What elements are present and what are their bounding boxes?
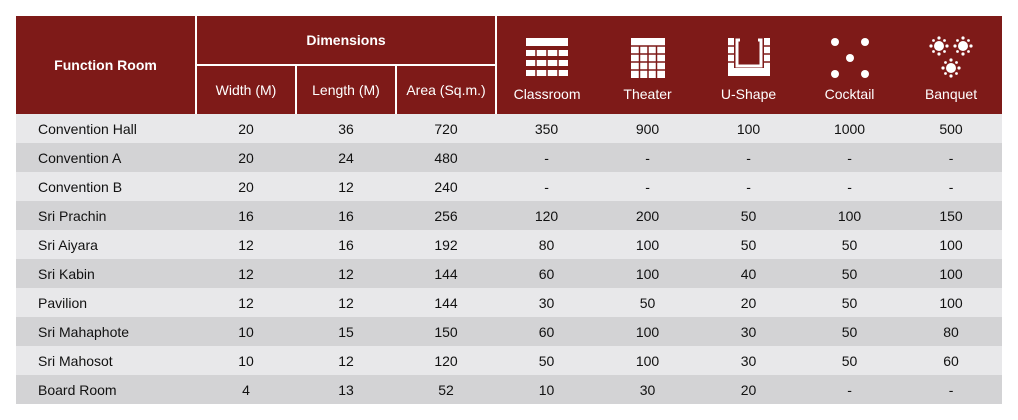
theater-cell: 100: [597, 317, 698, 346]
classroom-cell: -: [496, 172, 597, 201]
banquet-cell: 100: [900, 230, 1002, 259]
length-cell: 36: [296, 114, 396, 143]
u-shape-cell: 40: [698, 259, 799, 288]
area-cell: 256: [396, 201, 496, 230]
cocktail-cell: -: [799, 143, 900, 172]
banquet-label: Banquet: [924, 86, 978, 102]
width-cell: 10: [196, 346, 296, 375]
cocktail-cell: -: [799, 172, 900, 201]
theater-label: Theater: [623, 86, 672, 102]
room-name: Convention Hall: [16, 114, 196, 143]
function-room-table-container: [16, 16, 1002, 404]
classroom-cell: 80: [496, 230, 597, 259]
width-cell: 20: [196, 114, 296, 143]
cocktail-label: Cocktail: [824, 86, 875, 102]
classroom-cell: 60: [496, 259, 597, 288]
table-row: [16, 114, 1002, 143]
cocktail-cell: 50: [799, 346, 900, 375]
u-shape-cell: -: [698, 143, 799, 172]
cocktail-header: [799, 16, 900, 114]
theater-cell: 100: [597, 259, 698, 288]
width-cell: 4: [196, 375, 296, 404]
width-cell: 12: [196, 259, 296, 288]
cocktail-icon: [799, 36, 900, 80]
theater-cell: 100: [597, 230, 698, 259]
cocktail-cell: 50: [799, 230, 900, 259]
width-cell: 20: [196, 143, 296, 172]
width-cell: 12: [196, 230, 296, 259]
area-cell: 240: [396, 172, 496, 201]
cocktail-cell: 1000: [799, 114, 900, 143]
cocktail-cell: 50: [799, 288, 900, 317]
theater-cell: -: [597, 172, 698, 201]
width-cell: 16: [196, 201, 296, 230]
length-cell: 12: [296, 288, 396, 317]
width-cell: 10: [196, 317, 296, 346]
banquet-cell: -: [900, 375, 1002, 404]
table-row: [16, 317, 1002, 346]
banquet-cell: 80: [900, 317, 1002, 346]
cocktail-cell: -: [799, 375, 900, 404]
classroom-header: [496, 16, 597, 114]
area-header: Area (Sq.m.): [396, 65, 496, 114]
function-room-table: [16, 16, 1002, 404]
room-name: Sri Mahosot: [16, 346, 196, 375]
room-name: Convention B: [16, 172, 196, 201]
u-shape-cell: 50: [698, 230, 799, 259]
length-header: Length (M): [296, 65, 396, 114]
table-body: [16, 114, 1002, 404]
table-row: [16, 375, 1002, 404]
area-cell: 52: [396, 375, 496, 404]
length-cell: 12: [296, 172, 396, 201]
table-row: [16, 201, 1002, 230]
banquet-cell: 60: [900, 346, 1002, 375]
classroom-label: Classroom: [513, 86, 581, 102]
theater-cell: 30: [597, 375, 698, 404]
area-cell: 144: [396, 259, 496, 288]
dimensions-header: Dimensions: [196, 16, 496, 65]
u-shape-cell: 100: [698, 114, 799, 143]
banquet-cell: 100: [900, 288, 1002, 317]
classroom-cell: 60: [496, 317, 597, 346]
classroom-cell: 50: [496, 346, 597, 375]
theater-cell: 100: [597, 346, 698, 375]
theater-icon: [597, 36, 698, 80]
cocktail-cell: 100: [799, 201, 900, 230]
theater-cell: 900: [597, 114, 698, 143]
banquet-cell: 100: [900, 259, 1002, 288]
area-cell: 720: [396, 114, 496, 143]
theater-cell: -: [597, 143, 698, 172]
banquet-cell: 500: [900, 114, 1002, 143]
table-row: [16, 230, 1002, 259]
room-name: Convention A: [16, 143, 196, 172]
area-cell: 192: [396, 230, 496, 259]
area-cell: 120: [396, 346, 496, 375]
width-header: Width (M): [196, 65, 296, 114]
banquet-header: [900, 16, 1002, 114]
table-row: [16, 143, 1002, 172]
banquet-cell: 150: [900, 201, 1002, 230]
classroom-cell: -: [496, 143, 597, 172]
u-shape-cell: 50: [698, 201, 799, 230]
room-name: Sri Kabin: [16, 259, 196, 288]
room-name: Sri Prachin: [16, 201, 196, 230]
table-row: [16, 346, 1002, 375]
room-name: Sri Mahaphote: [16, 317, 196, 346]
room-name: Board Room: [16, 375, 196, 404]
room-name: Sri Aiyara: [16, 230, 196, 259]
u-shape-cell: 20: [698, 375, 799, 404]
area-cell: 480: [396, 143, 496, 172]
u-shape-cell: 20: [698, 288, 799, 317]
length-cell: 13: [296, 375, 396, 404]
width-cell: 12: [196, 288, 296, 317]
length-cell: 12: [296, 259, 396, 288]
banquet-cell: -: [900, 172, 1002, 201]
length-cell: 24: [296, 143, 396, 172]
theater-cell: 50: [597, 288, 698, 317]
table-header: [16, 16, 1002, 114]
u-shape-cell: -: [698, 172, 799, 201]
u-shape-header: [698, 16, 799, 114]
u-shape-icon: [698, 36, 799, 80]
length-cell: 12: [296, 346, 396, 375]
classroom-cell: 10: [496, 375, 597, 404]
banquet-cell: -: [900, 143, 1002, 172]
theater-cell: 200: [597, 201, 698, 230]
length-cell: 15: [296, 317, 396, 346]
banquet-icon: [900, 36, 1002, 80]
function-room-header: Function Room: [16, 16, 196, 114]
table-row: [16, 259, 1002, 288]
table-row: [16, 288, 1002, 317]
table-row: [16, 172, 1002, 201]
width-cell: 20: [196, 172, 296, 201]
classroom-cell: 350: [496, 114, 597, 143]
cocktail-cell: 50: [799, 259, 900, 288]
cocktail-cell: 50: [799, 317, 900, 346]
classroom-cell: 120: [496, 201, 597, 230]
classroom-icon: [497, 36, 597, 80]
u-shape-label: U-Shape: [720, 86, 777, 102]
room-name: Pavilion: [16, 288, 196, 317]
u-shape-cell: 30: [698, 346, 799, 375]
length-cell: 16: [296, 230, 396, 259]
classroom-cell: 30: [496, 288, 597, 317]
area-cell: 150: [396, 317, 496, 346]
length-cell: 16: [296, 201, 396, 230]
area-cell: 144: [396, 288, 496, 317]
theater-header: [597, 16, 698, 114]
u-shape-cell: 30: [698, 317, 799, 346]
